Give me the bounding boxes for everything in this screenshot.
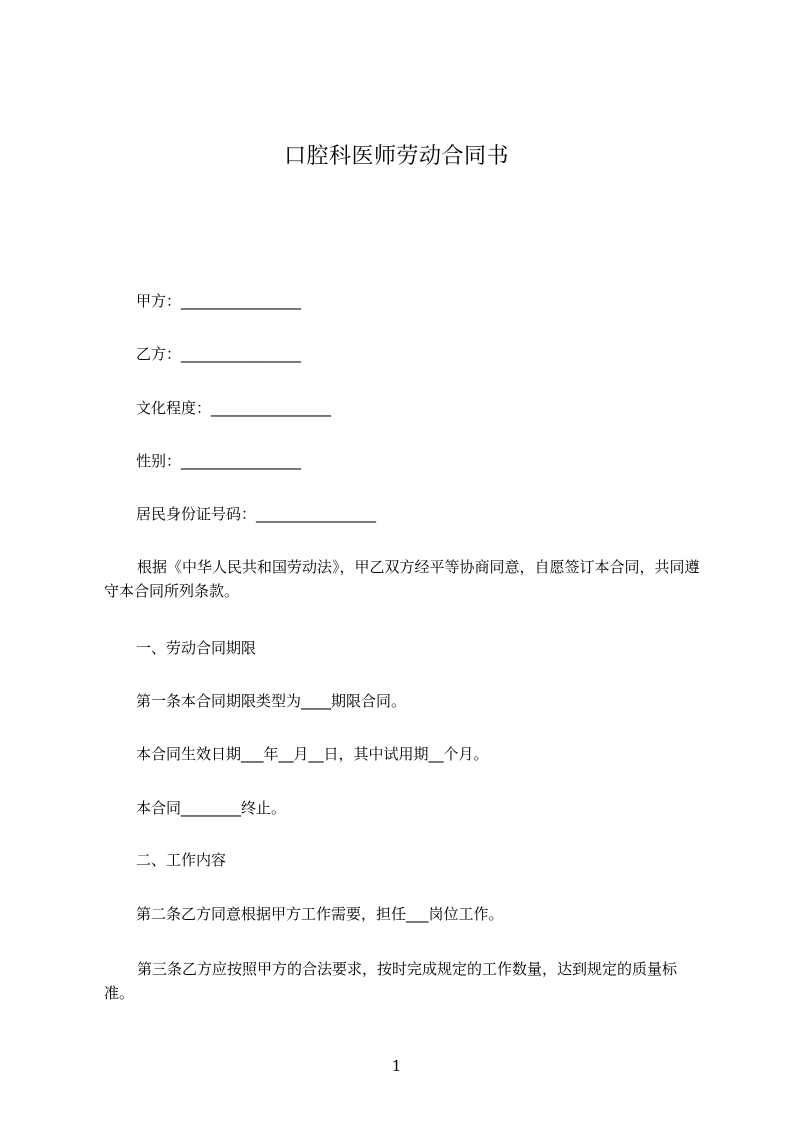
- preamble-paragraph: [104, 555, 704, 603]
- article-3-paragraph: [104, 957, 704, 1005]
- page-number: 1: [391, 1057, 402, 1075]
- document-title: 口腔科医师劳动合同书: [283, 144, 509, 169]
- section-1-heading: 一、劳动合同期限: [136, 639, 257, 657]
- preamble-text: 根据《中华人民共和国劳动法》，甲乙双方经平等协商同意，自愿签订本合同，共同遵守本合同所列条款。: [104, 558, 700, 600]
- effective-date-clause: 本合同生效日期___年__月__日，其中试用期__个月。: [136, 745, 489, 763]
- termination-clause: 本合同________终止。: [136, 799, 287, 817]
- article-1: 第一条本合同期限类型为____期限合同。: [136, 692, 407, 710]
- party-b-field: 乙方：________________: [136, 345, 302, 363]
- party-a-field: 甲方：________________: [136, 292, 302, 310]
- id-number-field: 居民身份证号码：________________: [136, 505, 377, 523]
- education-field: 文化程度：________________: [136, 399, 332, 417]
- section-2-heading: 二、工作内容: [136, 851, 227, 869]
- article-2: 第二条乙方同意根据甲方工作需要，担任___岗位工作。: [136, 905, 504, 923]
- gender-field: 性别：________________: [136, 452, 302, 470]
- article-3-text: 第三条乙方应按照甲方的合法要求，按时完成规定的工作数量，达到规定的质量标准。: [104, 960, 678, 1002]
